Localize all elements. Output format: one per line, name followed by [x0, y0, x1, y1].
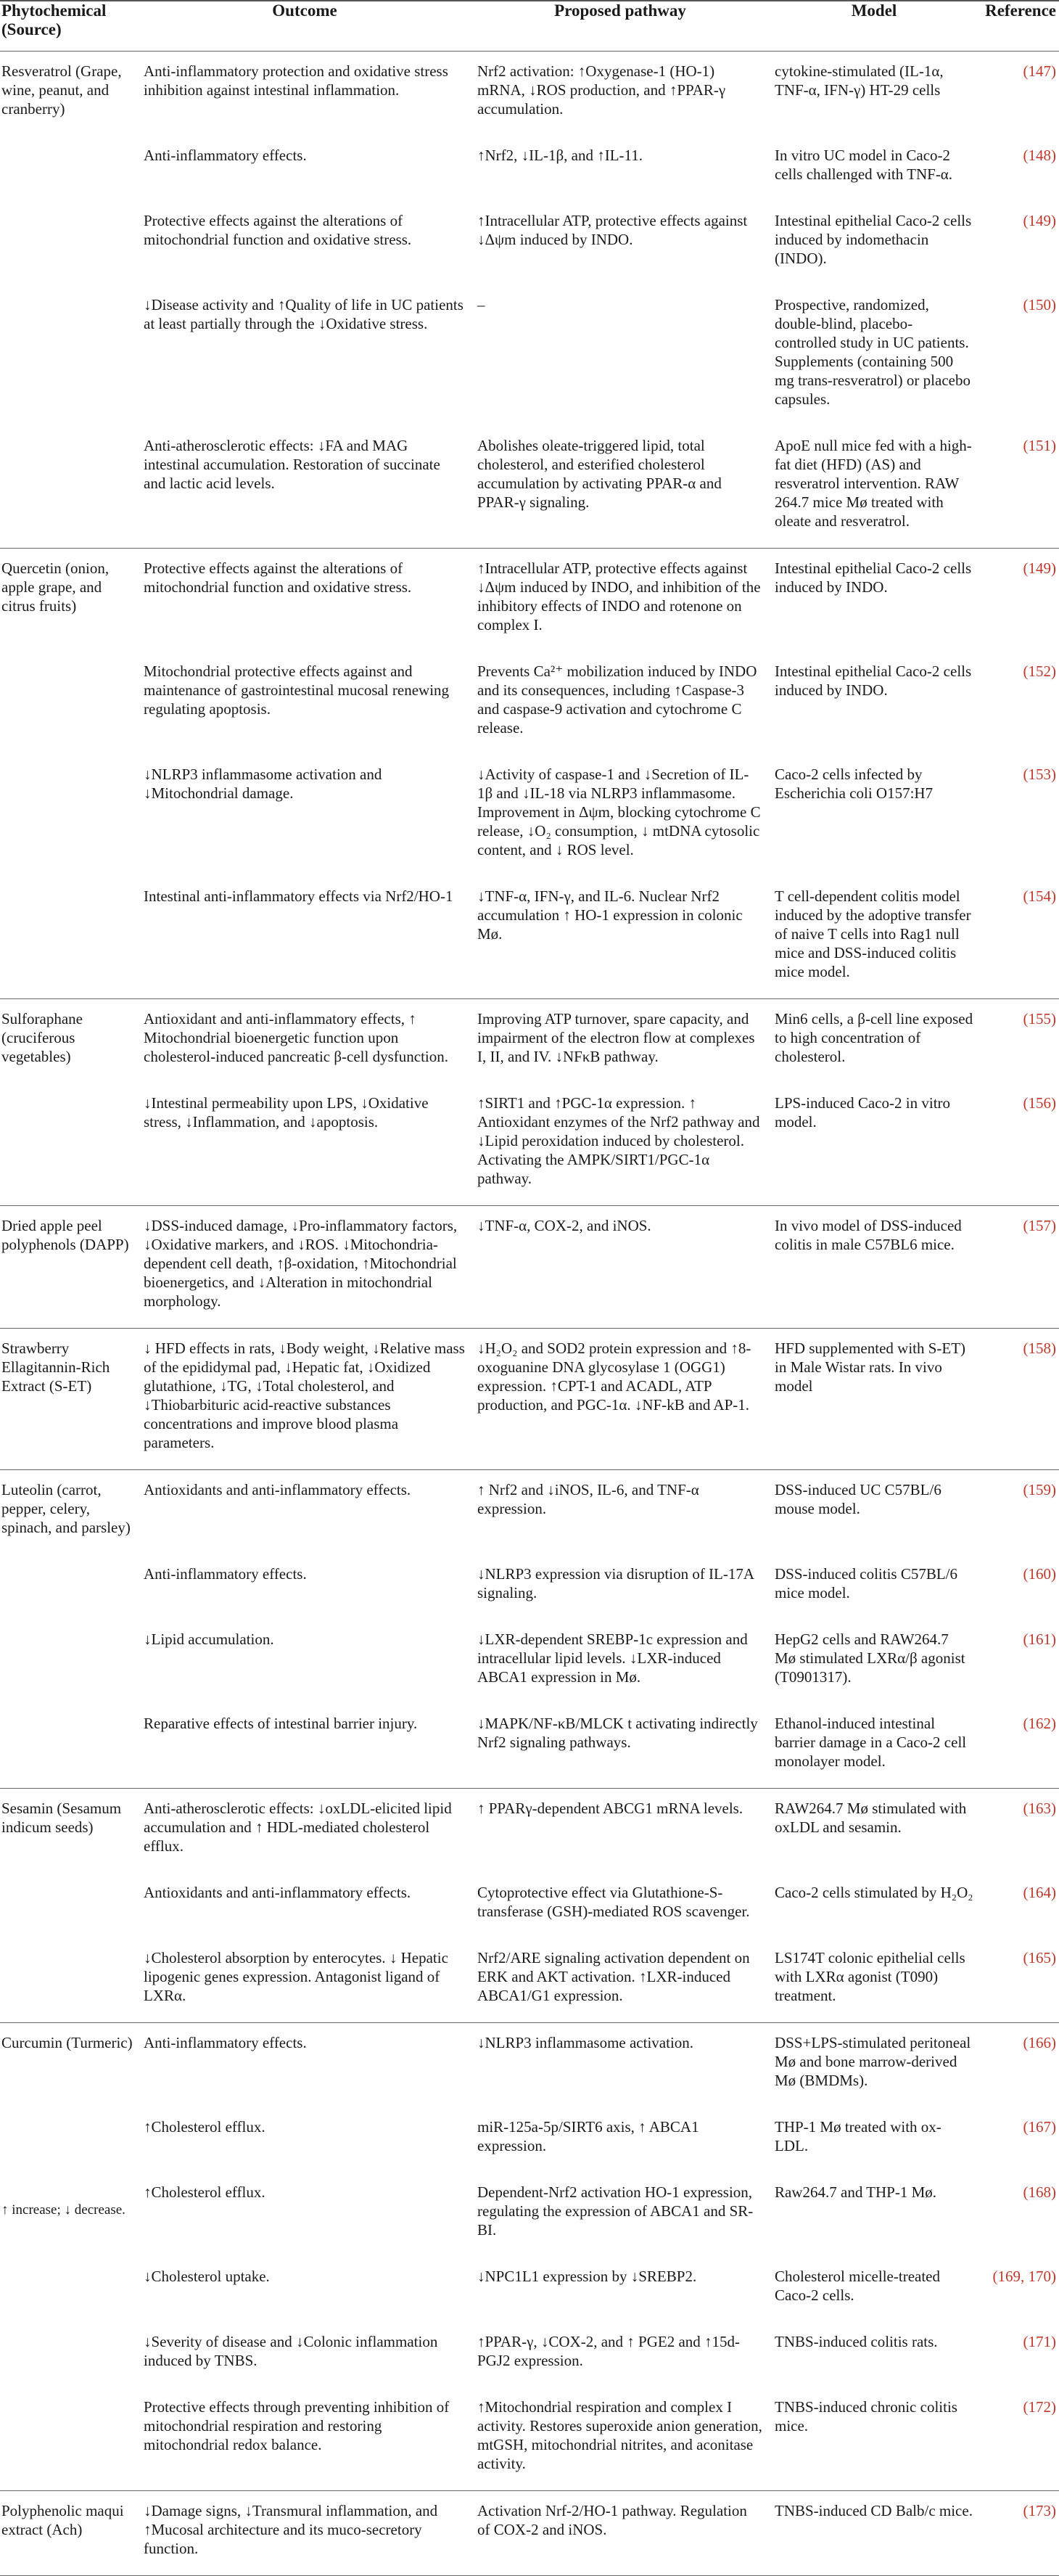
phytochemical-cell: Luteolin (carrot, pepper, celery, spinach, and parsley)	[0, 1470, 138, 1555]
model-cell: Ethanol-induced intestinal barrier damage in a Caco-2 cell monolayer model.	[775, 1715, 967, 1770]
phytochemical-cell: Quercetin (onion, apple grape, and citrus fruits)	[0, 549, 138, 652]
pathway-cell: Dependent-Nrf2 activation HO-1 expression, regulating the expression of ABCA1 and SR-BI.	[477, 2183, 754, 2239]
model-cell: LS174T colonic epithelial cells with LXRα agonist (T090) treatment.	[775, 1949, 965, 2004]
table-row	[0, 2387, 1059, 2491]
pathway-cell: ↓H₂O₂ and SOD2 protein expression and ↑8-oxoguanine DNA glycosylase 1 (OGG1) expression. ↑CPT-1 and ACADL, ATP production, and PGC-1α. ↓NF-kB and AP-1.	[471, 1329, 769, 1470]
table-row	[0, 1206, 1059, 1329]
model-cell: TNBS-induced chronic colitis mice.	[775, 2398, 957, 2435]
outcome-cell: Anti-atherosclerotic effects: ↓FA and MAG intestinal accumulation. Restoration of succinate and lactic acid levels.	[144, 437, 440, 492]
table-row	[0, 1873, 1059, 1938]
table-row	[0, 1470, 1059, 1555]
phytochemical-cell	[0, 1554, 138, 1620]
model-cell: Cholesterol micelle-treated Caco-2 cells.	[775, 2268, 940, 2304]
pathway-cell: ↑PPAR-γ, ↓COX-2, and ↑ PGE2 and ↑15d-PGJ2 expression.	[477, 2333, 741, 2369]
pathway-cell: ↓NPC1L1 expression by ↓SREBP2.	[477, 2268, 697, 2285]
model-cell: Prospective, randomized, double-blind, placebo-controlled study in UC patients. Supplements (containing 500 mg trans-resveratrol) or placebo capsules.	[775, 296, 971, 408]
model-cell: T cell-dependent colitis model induced by the adoptive transfer of naive T cells into Rag1 null mice and DSS-induced colitis mice model.	[775, 887, 971, 980]
outcome-cell: Anti-inflammatory effects.	[144, 1565, 307, 1583]
table-row	[0, 285, 1059, 426]
outcome-cell: Anti-inflammatory effects.	[138, 2023, 471, 2108]
model-cell: LPS-induced Caco-2 in vitro model.	[775, 1094, 951, 1131]
reference-cell[interactable]: (169, 170)	[992, 2268, 1056, 2285]
model-cell: THP-1 Mø treated with ox-LDL.	[775, 2118, 941, 2154]
table-row	[0, 1083, 1059, 1206]
table-row	[0, 1620, 1059, 1704]
outcome-cell: ↑Cholesterol efflux.	[144, 2183, 265, 2201]
model-cell: DSS-induced colitis C57BL/6 mice model.	[775, 1565, 957, 1601]
outcome-cell: Anti-atherosclerotic effects: ↓oxLDL-elicited lipid accumulation and ↑ HDL-mediated cholesterol efflux.	[138, 1789, 471, 1874]
table-row	[0, 1554, 1059, 1620]
pathway-cell: ↑ Nrf2 and ↓iNOS, IL-6, and TNF-α expression.	[471, 1470, 769, 1555]
outcome-cell: ↓Disease activity and ↑Quality of life in UC patients at least partially through the ↓Oxidative stress.	[144, 296, 463, 332]
pathway-cell: miR-125a-5p/SIRT6 axis, ↑ ABCA1 expression.	[477, 2118, 699, 2154]
outcome-cell: ↓Severity of disease and ↓Colonic inflammation induced by TNBS.	[144, 2333, 438, 2369]
outcome-cell: Antioxidants and anti-inflammatory effects.	[144, 1884, 411, 1901]
phytochemical-cell	[0, 1704, 138, 1789]
model-cell: DSS+LPS-stimulated peritoneal Mø and bone marrow-derived Mø (BMDMs).	[769, 2023, 979, 2108]
reference-cell[interactable]: (154)	[1023, 887, 1056, 905]
outcome-cell: ↓Cholesterol uptake.	[144, 2268, 270, 2285]
outcome-cell: Mitochondrial protective effects against and maintenance of gastrointestinal mucosal renewing regulating apoptosis.	[144, 663, 450, 718]
outcome-cell: Protective effects against the alterations of mitochondrial function and oxidative stress.	[138, 549, 471, 652]
model-cell: RAW264.7 Mø stimulated with oxLDL and sesamin.	[769, 1789, 979, 1874]
table-row	[0, 426, 1059, 549]
model-cell: Raw264.7 and THP-1 Mø.	[775, 2183, 937, 2201]
model-cell: HepG2 cells and RAW264.7 Mø stimulated LXRα/β agonist (T0901317).	[775, 1630, 965, 1686]
reference-cell[interactable]: (165)	[1023, 1949, 1056, 1966]
table-row	[0, 2322, 1059, 2387]
phytochemical-cell	[0, 2257, 138, 2322]
outcome-cell: Antioxidants and anti-inflammatory effects.	[138, 1470, 471, 1555]
phytochemical-cell: Dried apple peel polyphenols (DAPP)	[0, 1206, 138, 1329]
reference-cell[interactable]: (171)	[1023, 2333, 1056, 2350]
outcome-cell: ↓Intestinal permeability upon LPS, ↓Oxidative stress, ↓Inflammation, and ↓apoptosis.	[144, 1094, 429, 1131]
reference-cell[interactable]: (152)	[1023, 663, 1056, 680]
table-row	[0, 755, 1059, 877]
reference-cell[interactable]: (147)	[1023, 62, 1056, 80]
phytochemical-cell	[0, 1620, 138, 1704]
pathway-cell: –	[477, 296, 485, 313]
outcome-cell: ↓NLRP3 inflammasome activation and ↓Mitochondrial damage.	[144, 766, 382, 802]
outcome-cell: Protective effects through preventing inhibition of mitochondrial respiration and restoring mitochondrial redox balance.	[144, 2398, 450, 2453]
phytochemical-cell	[0, 426, 138, 549]
header-outcome: Outcome	[272, 1, 337, 20]
reference-cell[interactable]: (149)	[979, 549, 1059, 652]
header-row	[0, 0, 1059, 52]
model-cell: Intestinal epithelial Caco-2 cells induced by indomethacin (INDO).	[775, 212, 972, 267]
reference-cell[interactable]: (156)	[1023, 1094, 1056, 1112]
reference-cell[interactable]: (148)	[1023, 147, 1056, 164]
model-cell: cytokine-stimulated (IL-1α, TNF-α, IFN-γ) HT-29 cells	[775, 62, 944, 99]
reference-cell[interactable]: (160)	[1023, 1565, 1056, 1583]
phytochemical-cell: Sulforaphane (cruciferous vegetables)	[0, 999, 138, 1084]
pathway-cell: ↑Intracellular ATP, protective effects against ↓Δψm induced by INDO.	[477, 212, 748, 248]
table-row	[0, 1789, 1059, 1874]
phytochemical-cell	[0, 652, 138, 755]
pathway-cell: Abolishes oleate-triggered lipid, total cholesterol, and esterified cholesterol accumulation by activating PPAR-α and PPAR-γ signaling.	[477, 437, 722, 511]
outcome-cell: Anti-inflammatory protection and oxidative stress inhibition against intestinal inflammation.	[144, 62, 448, 99]
outcome-cell: Antioxidant and anti-inflammatory effects, ↑ Mitochondrial bioenergetic function upon cholesterol-induced pancreatic β-cell dysfunction.	[138, 999, 471, 1084]
outcome-cell: Anti-inflammatory effects.	[144, 147, 307, 164]
table-row	[0, 549, 1059, 652]
outcome-cell: ↓ HFD effects in rats, ↓Body weight, ↓Relative mass of the epididymal pad, ↓Hepatic fat, ↓Oxidized glutathione, ↓TG, ↓Total cholesterol, and ↓Thiobarbituric acid-reactive substances concentrations and improve blood plasma parameters.	[138, 1329, 471, 1470]
table-row	[0, 2023, 1059, 2108]
model-cell: Min6 cells, a β-cell line exposed to high concentration of cholesterol.	[769, 999, 979, 1084]
reference-cell[interactable]: (157)	[979, 1206, 1059, 1329]
pathway-cell: ↓NLRP3 expression via disruption of IL-17A signaling.	[477, 1565, 754, 1601]
phytochemical-cell	[0, 201, 138, 285]
phytochemical-cell: Curcumin (Turmeric)	[0, 2023, 138, 2108]
pathway-cell: ↓TNF-α, IFN-γ, and IL-6. Nuclear Nrf2 accumulation ↑ HO-1 expression in colonic Mø.	[477, 887, 743, 943]
reference-cell[interactable]: (151)	[1023, 437, 1056, 454]
model-cell: Intestinal epithelial Caco-2 cells induced by INDO.	[775, 663, 972, 699]
outcome-cell: ↑Cholesterol efflux.	[144, 2118, 265, 2136]
table-row	[0, 1704, 1059, 1789]
phytochemical-cell	[0, 285, 138, 426]
reference-cell[interactable]: (163)	[979, 1789, 1059, 1874]
table-row	[0, 52, 1059, 136]
phytochemical-cell: Polyphenolic maqui extract (Ach)	[0, 2491, 138, 2576]
pathway-cell: ↑SIRT1 and ↑PGC-1α expression. ↑ Antioxidant enzymes of the Nrf2 pathway and ↓Lipid peroxidation induced by cholesterol. Activating the AMPK/SIRT1/PGC-1α pathway.	[477, 1094, 760, 1187]
phytochemical-cell: Resveratrol (Grape, wine, peanut, and cranberry)	[1, 62, 122, 118]
phytochemical-cell: Sesamin (Sesamum indicum seeds)	[0, 1789, 138, 1874]
header-phytochemical: Phytochemical (Source)	[1, 1, 107, 38]
pathway-cell: ↓TNF-α, COX-2, and iNOS.	[471, 1206, 769, 1329]
outcome-cell: ↓DSS-induced damage, ↓Pro-inflammatory factors, ↓Oxidative markers, and ↓ROS. ↓Mitochondria-dependent cell death, ↑β-oxidation, ↑Mitochondrial bioenergetics, and ↓Alteration in mitochondrial morphology.	[138, 1206, 471, 1329]
pathway-cell: Improving ATP turnover, spare capacity, and impairment of the electron flow at complexes I, II, and IV. ↓NFκB pathway.	[471, 999, 769, 1084]
model-cell: ApoE null mice fed with a high-fat diet (HFD) (AS) and resveratrol intervention. RAW 264.7 mice Mø treated with oleate and resveratrol.	[775, 437, 972, 530]
model-cell: In vitro UC model in Caco-2 cells challenged with TNF-α.	[775, 147, 953, 183]
table-row	[0, 2491, 1059, 2576]
pathway-cell: Nrf2 activation: ↑Oxygenase-1 (HO-1) mRNA, ↓ROS production, and ↑PPAR-γ accumulation.	[477, 62, 726, 118]
table-row	[0, 877, 1059, 999]
model-cell: DSS-induced UC C57BL/6 mouse model.	[769, 1470, 979, 1555]
outcome-cell: Reparative effects of intestinal barrier injury.	[144, 1715, 418, 1732]
pathway-cell: ↑ PPARγ-dependent ABCG1 mRNA levels.	[471, 1789, 769, 1874]
pathway-cell: Prevents Ca²⁺ mobilization induced by INDO and its consequences, including ↑Caspase-3 and caspase-9 activation and cytochrome C release.	[477, 663, 757, 737]
table-row	[0, 1938, 1059, 2023]
pathway-cell: ↓MAPK/NF-κB/MLCK t activating indirectly Nrf2 signaling pathways.	[477, 1715, 758, 1751]
table-row	[0, 2173, 1059, 2257]
header-model: Model	[851, 1, 897, 20]
reference-cell[interactable]: (167)	[1023, 2118, 1056, 2136]
reference-cell[interactable]: (168)	[1023, 2183, 1056, 2201]
table-header	[0, 0, 1059, 52]
pathway-cell: ↓NLRP3 inflammasome activation.	[471, 2023, 769, 2108]
header-reference: Reference	[985, 1, 1056, 20]
reference-cell[interactable]: (158)	[979, 1329, 1059, 1470]
pathway-cell: Cytoprotective effect via Glutathione-S-transferase (GSH)-mediated ROS scavenger.	[477, 1884, 750, 1920]
reference-cell[interactable]: (159)	[979, 1470, 1059, 1555]
model-cell: Caco-2 cells stimulated by H₂O₂	[775, 1884, 973, 1901]
phytochemical-cell	[0, 2387, 138, 2491]
pathway-cell: Nrf2/ARE signaling activation dependent on ERK and AKT activation. ↑LXR-induced ABCA1/G1 expression.	[477, 1949, 750, 2004]
outcome-cell: ↓Lipid accumulation.	[144, 1630, 274, 1648]
model-cell: Caco-2 cells infected by Escherichia coli O157:H7	[775, 766, 934, 802]
pathway-cell: Activation Nrf-2/HO-1 pathway. Regulation of COX-2 and iNOS.	[471, 2491, 769, 2576]
reference-cell[interactable]: (155)	[979, 999, 1059, 1084]
model-cell: TNBS-induced colitis rats.	[775, 2333, 938, 2350]
table-row	[0, 999, 1059, 1084]
table-row	[0, 201, 1059, 285]
outcome-cell: ↓Damage signs, ↓Transmural inflammation, and ↑Mucosal architecture and its muco-secretory function.	[138, 2491, 471, 2576]
reference-cell[interactable]: (153)	[1023, 766, 1056, 783]
pathway-cell: ↑Mitochondrial respiration and complex I activity. Restores superoxide anion generation, mtGSH, mitochondrial nitrites, and aconitase activity.	[477, 2398, 762, 2472]
table-row	[0, 136, 1059, 201]
phytochemical-cell	[0, 2322, 138, 2387]
table-body	[0, 52, 1059, 2576]
table-row	[0, 2107, 1059, 2173]
reference-cell[interactable]: (162)	[1023, 1715, 1056, 1732]
header-pathway: Proposed pathway	[554, 1, 686, 20]
reference-cell[interactable]: (164)	[1023, 1884, 1056, 1901]
pathway-cell: ↑Intracellular ATP, protective effects against ↓Δψm induced by INDO, and inhibition of the inhibitory effects of INDO and rotenone on complex I.	[471, 549, 769, 652]
phytochemical-cell	[0, 1938, 138, 2023]
pathway-cell: ↓Activity of caspase-1 and ↓Secretion of IL-1β and ↓IL-18 via NLRP3 inflammasome. Improvement in Δψm, blocking cytochrome C release, ↓O₂ consumption, ↓ mtDNA cytosolic content, and ↓ ROS level.	[477, 766, 761, 858]
reference-cell[interactable]: (150)	[1023, 296, 1056, 313]
outcome-cell: Intestinal anti-inflammatory effects via Nrf2/HO-1	[144, 887, 453, 905]
phytochemical-cell: Strawberry Ellagitannin-Rich Extract (S-ET)	[0, 1329, 138, 1470]
phytochemical-cell	[0, 755, 138, 877]
table-footnote: ↑ increase; ↓ decrease.	[1, 2202, 125, 2218]
reference-cell[interactable]: (161)	[1023, 1630, 1056, 1648]
phytochemical-cell	[0, 136, 138, 201]
pathway-cell: ↑Nrf2, ↓IL-1β, and ↑IL-11.	[477, 147, 643, 164]
outcome-cell: ↓Cholesterol absorption by enterocytes. ↓ Hepatic lipogenic genes expression. Antagonist ligand of LXRα.	[144, 1949, 448, 2004]
reference-cell[interactable]: (166)	[979, 2023, 1059, 2108]
outcome-cell: Protective effects against the alterations of mitochondrial function and oxidative stress.	[144, 212, 412, 248]
reference-cell[interactable]: (173)	[979, 2491, 1059, 2576]
phytochemical-cell	[0, 1873, 138, 1938]
pathway-cell: ↓LXR-dependent SREBP-1c expression and intracellular lipid levels. ↓LXR-induced ABCA1 expression in Mø.	[477, 1630, 748, 1686]
reference-cell[interactable]: (172)	[1023, 2398, 1056, 2416]
phytochemical-cell	[0, 877, 138, 999]
table-row	[0, 652, 1059, 755]
phytochemical-cell	[0, 1083, 138, 1206]
model-cell: HFD supplemented with S-ET) in Male Wistar rats. In vivo model	[769, 1329, 979, 1470]
model-cell: In vivo model of DSS-induced colitis in male C57BL6 mice.	[769, 1206, 979, 1329]
reference-cell[interactable]: (149)	[1023, 212, 1056, 229]
table-row	[0, 2257, 1059, 2322]
model-cell: Intestinal epithelial Caco-2 cells induced by INDO.	[769, 549, 979, 652]
phytochemical-cell	[0, 2107, 138, 2173]
model-cell: TNBS-induced CD Balb/c mice.	[769, 2491, 979, 2576]
table-row	[0, 1329, 1059, 1470]
